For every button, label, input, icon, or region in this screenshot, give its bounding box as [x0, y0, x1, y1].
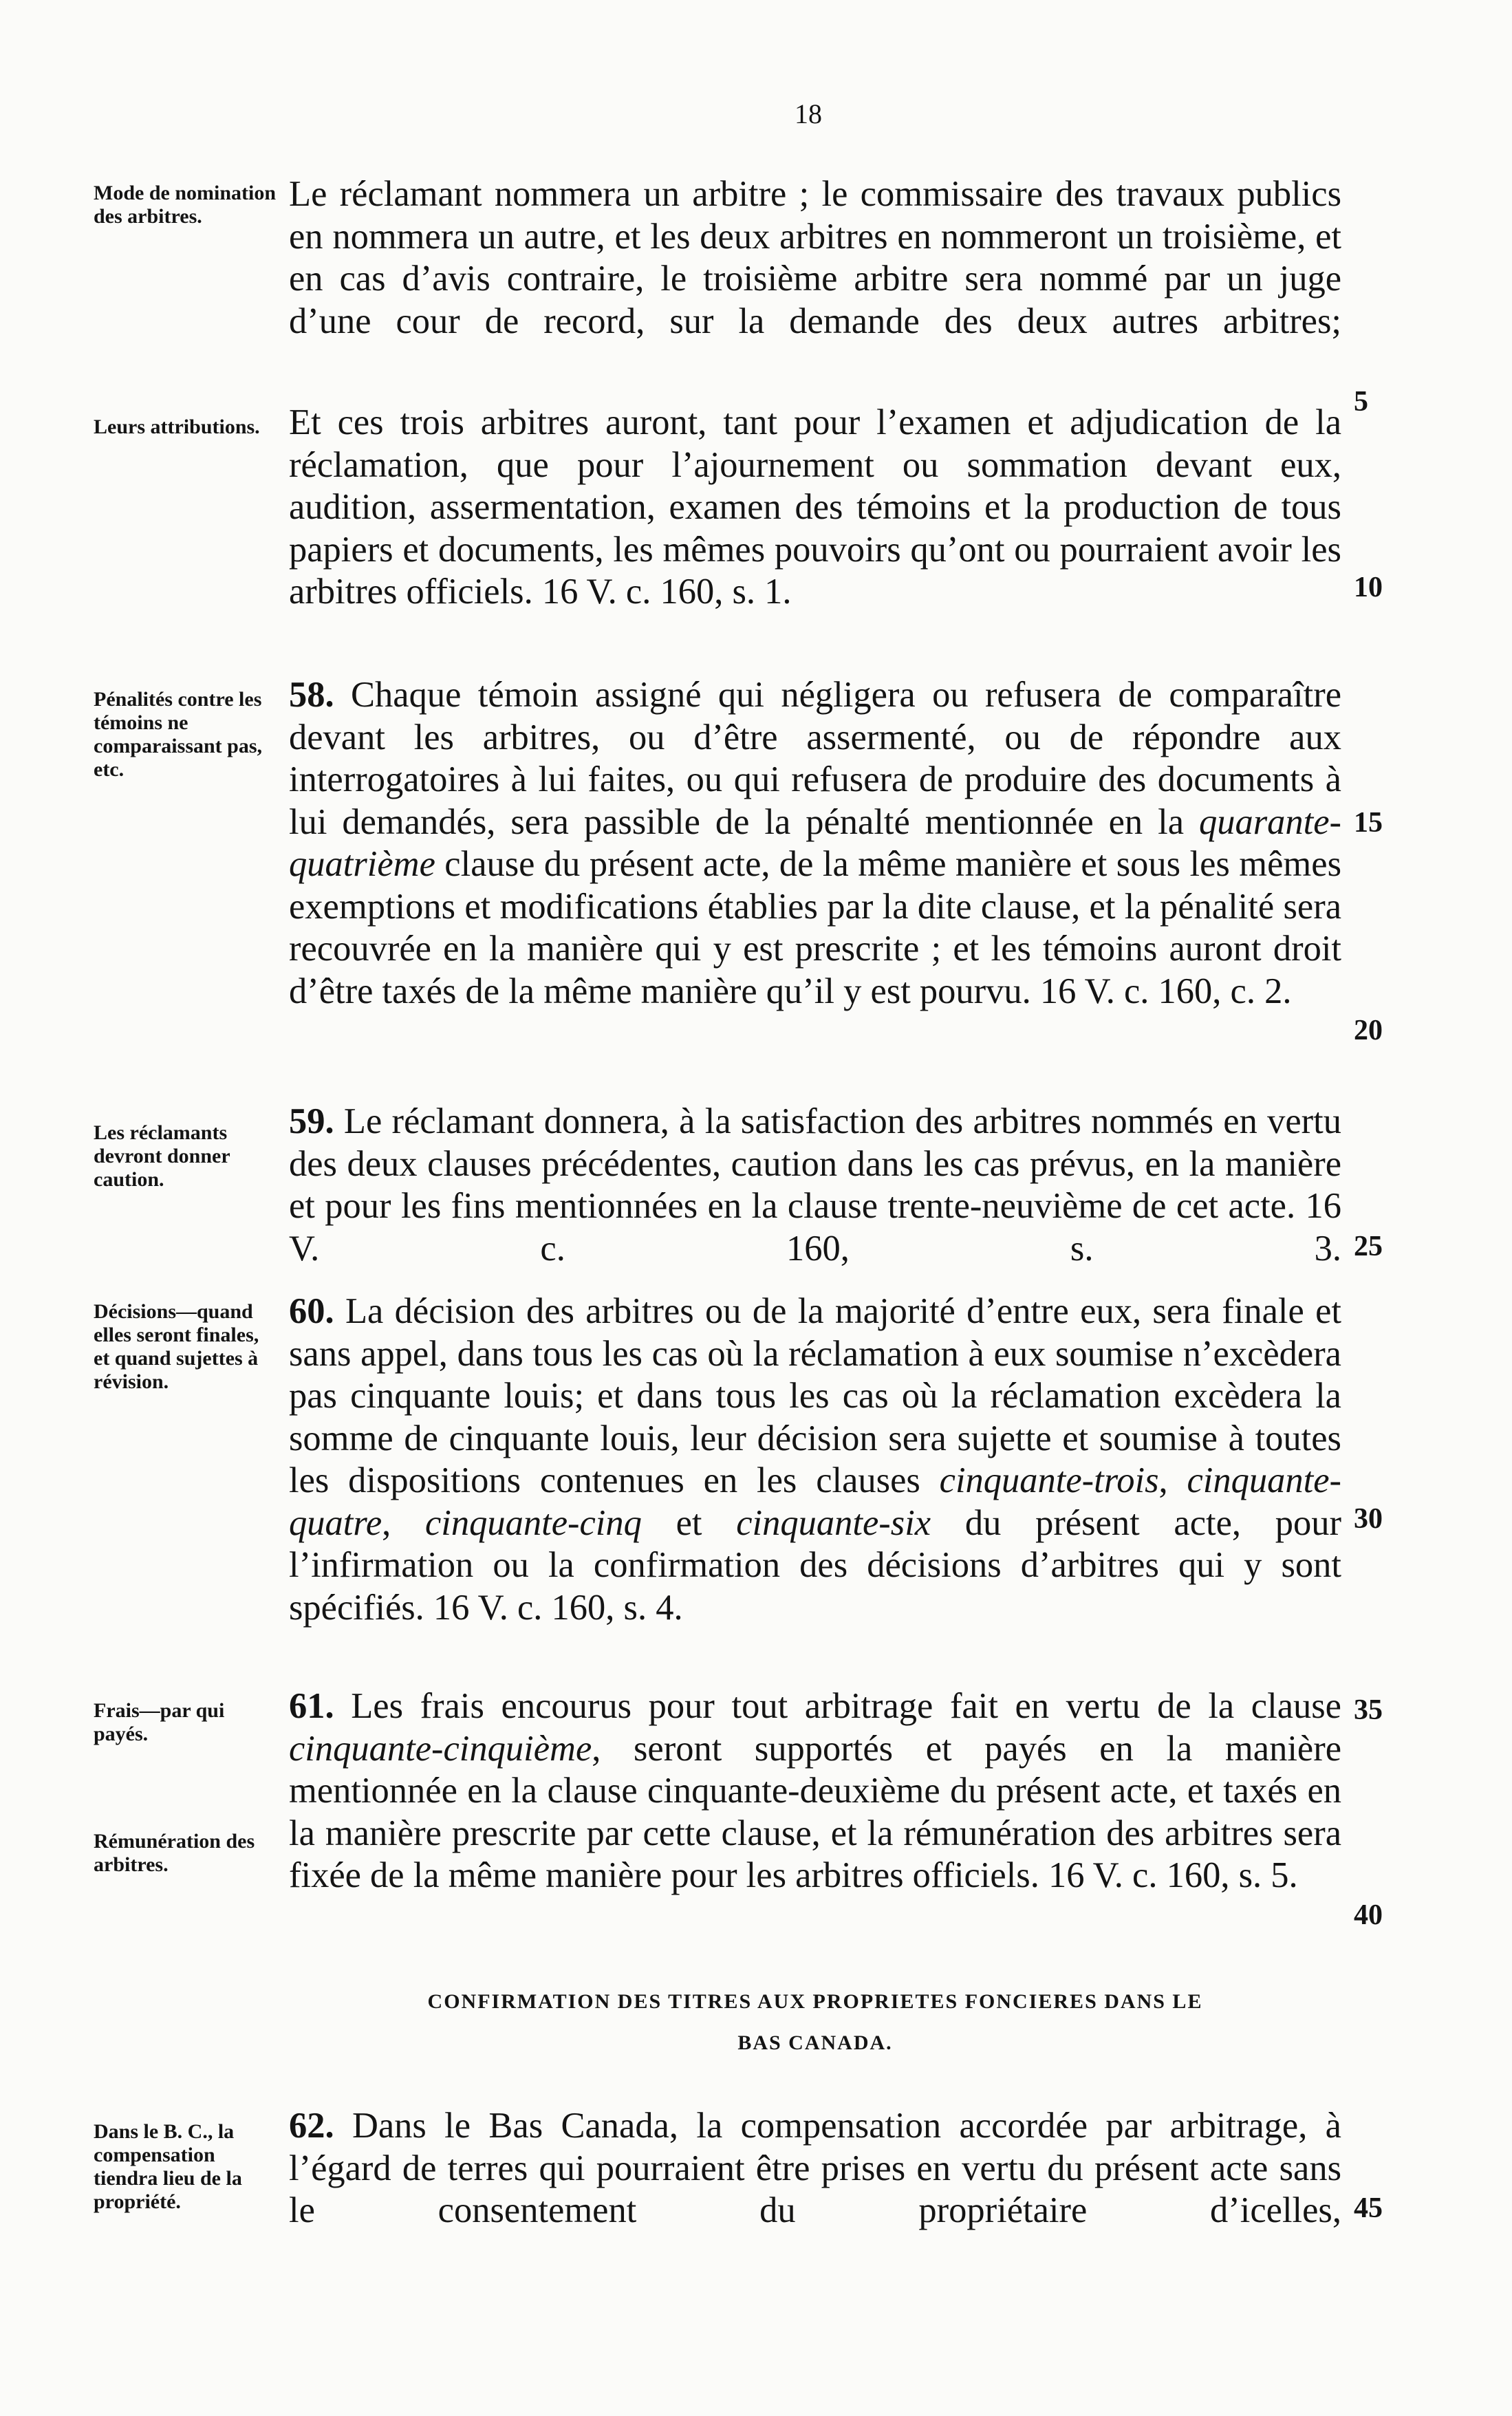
line-number-25: 25 — [1354, 1231, 1383, 1262]
section-60-italic-4: cinquante-six — [736, 1502, 931, 1543]
section-60-text-b: du présent acte, pour l’infirmation ou la confirmation des décisions d’arbitres qui y sont spécifiés. 16 V. c. 160, s. 4. — [289, 1502, 1341, 1628]
line-number-5: 5 — [1354, 386, 1368, 418]
section-number-61: 61. — [289, 1686, 334, 1726]
line-number-20: 20 — [1354, 1015, 1383, 1046]
line-number-40: 40 — [1354, 1899, 1383, 1931]
section-heading-line-2: BAS CANADA. — [737, 2031, 893, 2054]
section-number-62: 62. — [289, 2106, 334, 2146]
section-58-text-b: clause du présent acte, de la même manière et sous les mêmes exemptions et modifications établies par la dite clause, et la pénalité sera recouvrée en la manière qui y est prescrite ; et les témoins auront droit d’être taxés de la même manière qu’il y est pourvu. 16 V. c. 160, c. 2. — [289, 844, 1341, 1011]
section-number-59: 59. — [289, 1101, 334, 1141]
line-number-30: 30 — [1354, 1503, 1383, 1535]
paragraph-section-60 — [289, 1291, 1341, 1629]
line-number-45: 45 — [1354, 2192, 1383, 2224]
margin-note-mode-nomination: Mode de nomination des arbitres. — [94, 182, 277, 228]
section-number-60: 60. — [289, 1291, 334, 1331]
section-58-italic: quarante-quatrième — [289, 801, 1341, 884]
section-60-sep-3: et — [641, 1502, 737, 1543]
section-60-italic-3: cinquante-cinq — [424, 1502, 642, 1543]
section-60-italic-1: cinquante-trois — [939, 1460, 1159, 1500]
line-number-15: 15 — [1354, 807, 1383, 839]
section-60-italic-2: cinquante-quatre — [289, 1460, 1341, 1543]
margin-note-section-61-frais: Frais—par qui payés. — [94, 1699, 225, 1745]
paragraph-section-59 — [289, 1101, 1341, 1270]
paragraph-mode-nomination: Le réclamant nommera un arbitre ; le commissaire des travaux publics en nommera un autre, et les deux arbitres en nommeront un troisième, et en cas d’avis contraire, le troisième arbitre sera nommé par un juge d’une cour de record, sur la demande des deux autres arbitres; — [289, 174, 1341, 341]
section-heading — [289, 1981, 1341, 2064]
section-59-text: Le réclamant donnera, à la satisfaction des arbitres nommés en vertu des deux clauses précédentes, caution dans les cas prévus, en la manière et pour les fins mentionnées en la clause trente-neuvième de cet acte. 16 V. c. 160, s. 3. — [289, 1101, 1341, 1269]
section-61-text-b: , seront supportés et payés en la manière mentionnée en la clause cinquante-deuxième du présent acte, et taxés en la manière prescrite par cette clause, et la rémunération des arbitres sera fixée de la même manière pour les arbitres officiels. 16 V. c. 160, s. 5. — [289, 1728, 1341, 1895]
margin-note-section-60: Décisions—quand elles seront finales, et quand sujettes à révision. — [94, 1300, 259, 1393]
section-heading-line-1: CONFIRMATION DES TITRES AUX PROPRIETES FONCIERES DANS LE — [427, 1990, 1203, 2013]
section-62-text: Dans le Bas Canada, la compensation accordée par arbitrage, à l’égard de terres qui pourraient être prises en vertu du présent acte sans le consentement du propriétaire d’icelles, — [289, 2106, 1341, 2230]
section-60-text-a: La décision des arbitres ou de la majorité d’entre eux, sera finale et sans appel, dans tous les cas où la réclamation à eux soumise n’excèdera pas cinquante louis; et dans tous les cas où la réclamation excèdera la somme de cinquante louis, leur décision sera sujette et soumise à toutes les dispositions contenues en les clauses — [289, 1291, 1341, 1500]
line-number-10: 10 — [1354, 572, 1383, 603]
paragraph-section-58 — [289, 674, 1341, 1013]
section-60-sep-2: , — [382, 1502, 425, 1543]
section-60-sep-1: , — [1158, 1460, 1187, 1500]
page-number: 18 — [795, 98, 822, 129]
paragraph-section-61 — [289, 1685, 1341, 1897]
section-58-text-a: Chaque témoin assigné qui négligera ou refusera de comparaître devant les arbitres, ou d’être assermenté, ou de répondre aux interrogatoires à lui faites, ou qui refusera de produire des documents à lui demandés, sera passible de la pénalté mentionnée en la — [289, 675, 1341, 842]
line-number-35: 35 — [1354, 1694, 1383, 1726]
margin-note-section-58: Pénalités contre les témoins ne comparaissant pas, etc. — [94, 688, 263, 781]
margin-note-section-62: Dans le B. C., la compensation tiendra lieu de la propriété. — [94, 2120, 242, 2213]
section-61-text-a: Les frais encourus pour tout arbitrage fait en vertu de la clause — [334, 1686, 1341, 1726]
margin-note-attributions: Leurs attributions. — [94, 416, 260, 438]
section-61-italic: cinquante-cinquième — [289, 1728, 592, 1769]
paragraph-attributions: Et ces trois arbitres auront, tant pour l’examen et adjudication de la réclamation, que pour l’ajournement ou sommation devant eux, audition, assermentation, examen des témoins et la production de tous papiers et documents, les mêmes pouvoirs qu’ont ou pourraient avoir les arbitres officiels. 16 V. c. 160, s. 1. — [289, 402, 1341, 612]
section-number-58: 58. — [289, 675, 334, 715]
paragraph-section-62 — [289, 2105, 1341, 2232]
margin-note-section-59: Les réclamants devront donner caution. — [94, 1121, 230, 1191]
margin-note-section-61-remuneration: Rémunération des arbitres. — [94, 1830, 255, 1876]
